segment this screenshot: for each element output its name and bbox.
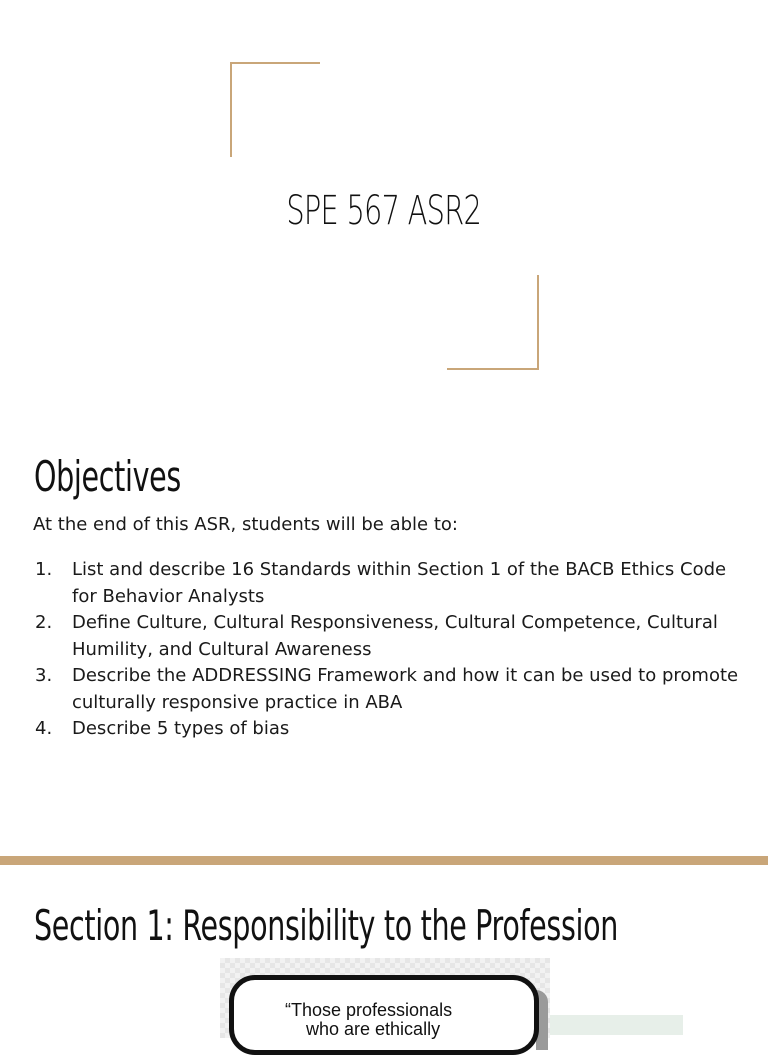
quote-text: “Those professionals bbox=[285, 1000, 453, 1020]
quote-text-continued bbox=[306, 1020, 466, 1024]
list-item-text: Describe 5 types of bias bbox=[72, 718, 290, 739]
list-item-text: Describe the ADDRESSING Framework and how it can be used to promote culturally responsive practice in ABA bbox=[72, 665, 739, 713]
list-item-number: 2. bbox=[35, 612, 53, 633]
corner-bracket-bottom-right bbox=[447, 275, 539, 370]
side-panel bbox=[550, 1015, 683, 1035]
section-1-slide bbox=[0, 865, 768, 1024]
slide-title: SPE 567 ASR2 bbox=[286, 188, 482, 234]
list-item-number: 3. bbox=[35, 665, 53, 686]
list-item-number: 1. bbox=[35, 559, 53, 580]
list-item-text: Define Culture, Cultural Responsiveness, Cultural Competence, Cultural Humility, and Cultural Awareness bbox=[72, 612, 718, 660]
section-heading: Section 1: Responsibility to the Profession bbox=[34, 901, 618, 950]
list-item-text: List and describe 16 Standards within Section 1 of the BACB Ethics Code for Behavior Analysts bbox=[72, 559, 727, 607]
list-item bbox=[33, 663, 743, 716]
list-item bbox=[33, 610, 743, 663]
list-item bbox=[33, 716, 743, 743]
objectives-intro: At the end of this ASR, students will be able to: bbox=[33, 514, 458, 535]
corner-bracket-top-left bbox=[230, 62, 320, 157]
objectives-heading: Objectives bbox=[34, 452, 181, 501]
title-slide bbox=[0, 0, 768, 428]
list-item-number: 4. bbox=[35, 718, 53, 739]
slide-divider bbox=[0, 856, 768, 865]
objectives-list bbox=[33, 557, 743, 743]
objectives-slide bbox=[0, 428, 768, 856]
list-item bbox=[33, 557, 743, 610]
